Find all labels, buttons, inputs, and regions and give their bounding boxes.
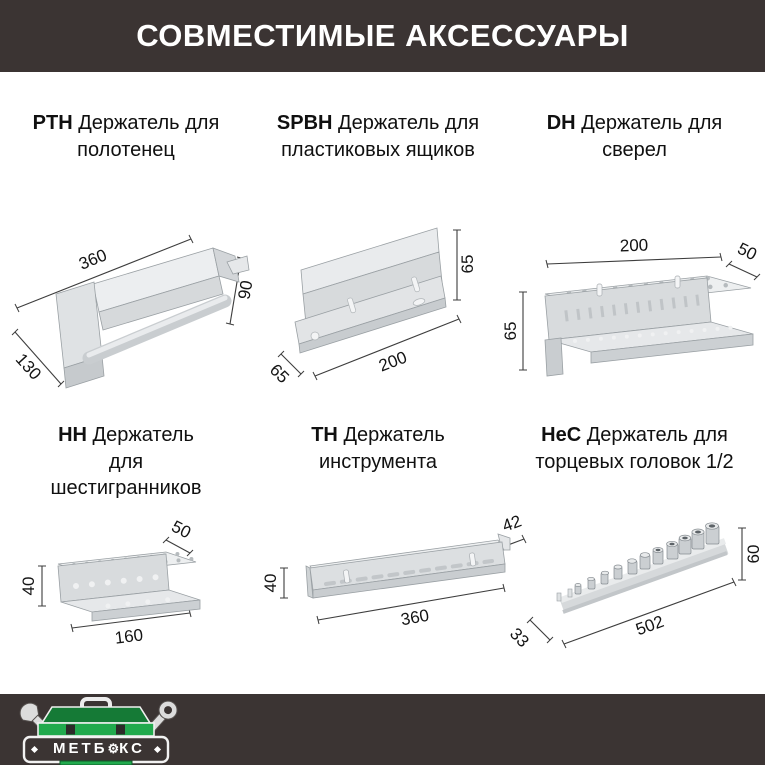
product-title [537,110,732,163]
product-code: HeC [541,424,582,446]
product-card-dh [501,106,765,418]
product-card-spbh [252,106,504,418]
dim-label: 90 [234,278,257,301]
dim-label: 65 [458,254,477,274]
dim-label: 33 [505,624,533,652]
dim-label: 360 [76,245,110,274]
dim-label: 200 [619,235,649,256]
products-row-1 [0,106,765,418]
product-shape [306,534,510,598]
product-figure-dh [501,224,762,399]
dim-label: 40 [19,576,38,596]
product-code: PTH [32,112,73,134]
dim-label: 200 [376,347,410,376]
dim-label: 40 [261,573,280,593]
toolbox-body [38,723,154,736]
dim-label: 42 [499,511,524,536]
product-code: TH [311,424,338,446]
footer-bar [0,694,765,765]
product-card-hh [0,420,252,664]
page-title: СОВМЕСТИМЫЕ АКСЕССУАРЫ [136,18,629,53]
logo-underline [60,761,132,765]
logo-text-right: КС [119,740,145,757]
product-card-pth [0,106,257,418]
product-shape [295,228,446,353]
product-shape [545,276,753,376]
product-name: Держатель для сверел [581,112,723,161]
dim-label: 502 [633,611,667,640]
dim-label: 50 [734,238,760,265]
hec-illustration [504,494,765,659]
product-code: HH [58,424,87,446]
dim-label: 360 [399,605,431,630]
product-name: Держатель для пластиковых ящиков [281,112,480,161]
dim-label: 130 [11,349,45,384]
product-figure-hec [504,494,765,659]
product-code: DH [546,112,576,134]
dim-label: 65 [501,321,520,341]
dim-label: 65 [265,360,293,388]
product-title [266,110,491,163]
product-title [24,110,229,163]
dim-label: 160 [113,625,145,648]
spbh-illustration [253,206,503,411]
product-figure-spbh [253,206,503,411]
product-card-hec [504,420,765,664]
logo-wordmark [32,740,166,758]
brand-logo [10,695,190,765]
dim-label: 50 [168,516,194,543]
product-name: Держатель инструмента [318,424,445,473]
product-title [39,422,214,502]
product-title [504,422,765,475]
product-shape [557,523,727,612]
product-figure-hh [16,510,236,658]
product-figure-pth [1,206,257,401]
logo-text-left: МЕТБ [53,740,108,757]
toolbox-lid [42,707,150,723]
header-bar [0,0,765,72]
product-figure-th [252,506,532,654]
product-name: Держатель для шестигранников [50,424,202,500]
product-name: Держатель для торцевых головок 1/2 [535,424,734,473]
product-shape [58,552,200,621]
dim-label: 60 [744,544,763,564]
product-title [286,422,471,475]
gear-icon: ⚙ [107,741,120,756]
products-row-2 [0,420,765,664]
product-code: SPBH [276,112,333,134]
product-name: Держатель для полотенец [77,112,220,161]
th-illustration [252,506,532,654]
